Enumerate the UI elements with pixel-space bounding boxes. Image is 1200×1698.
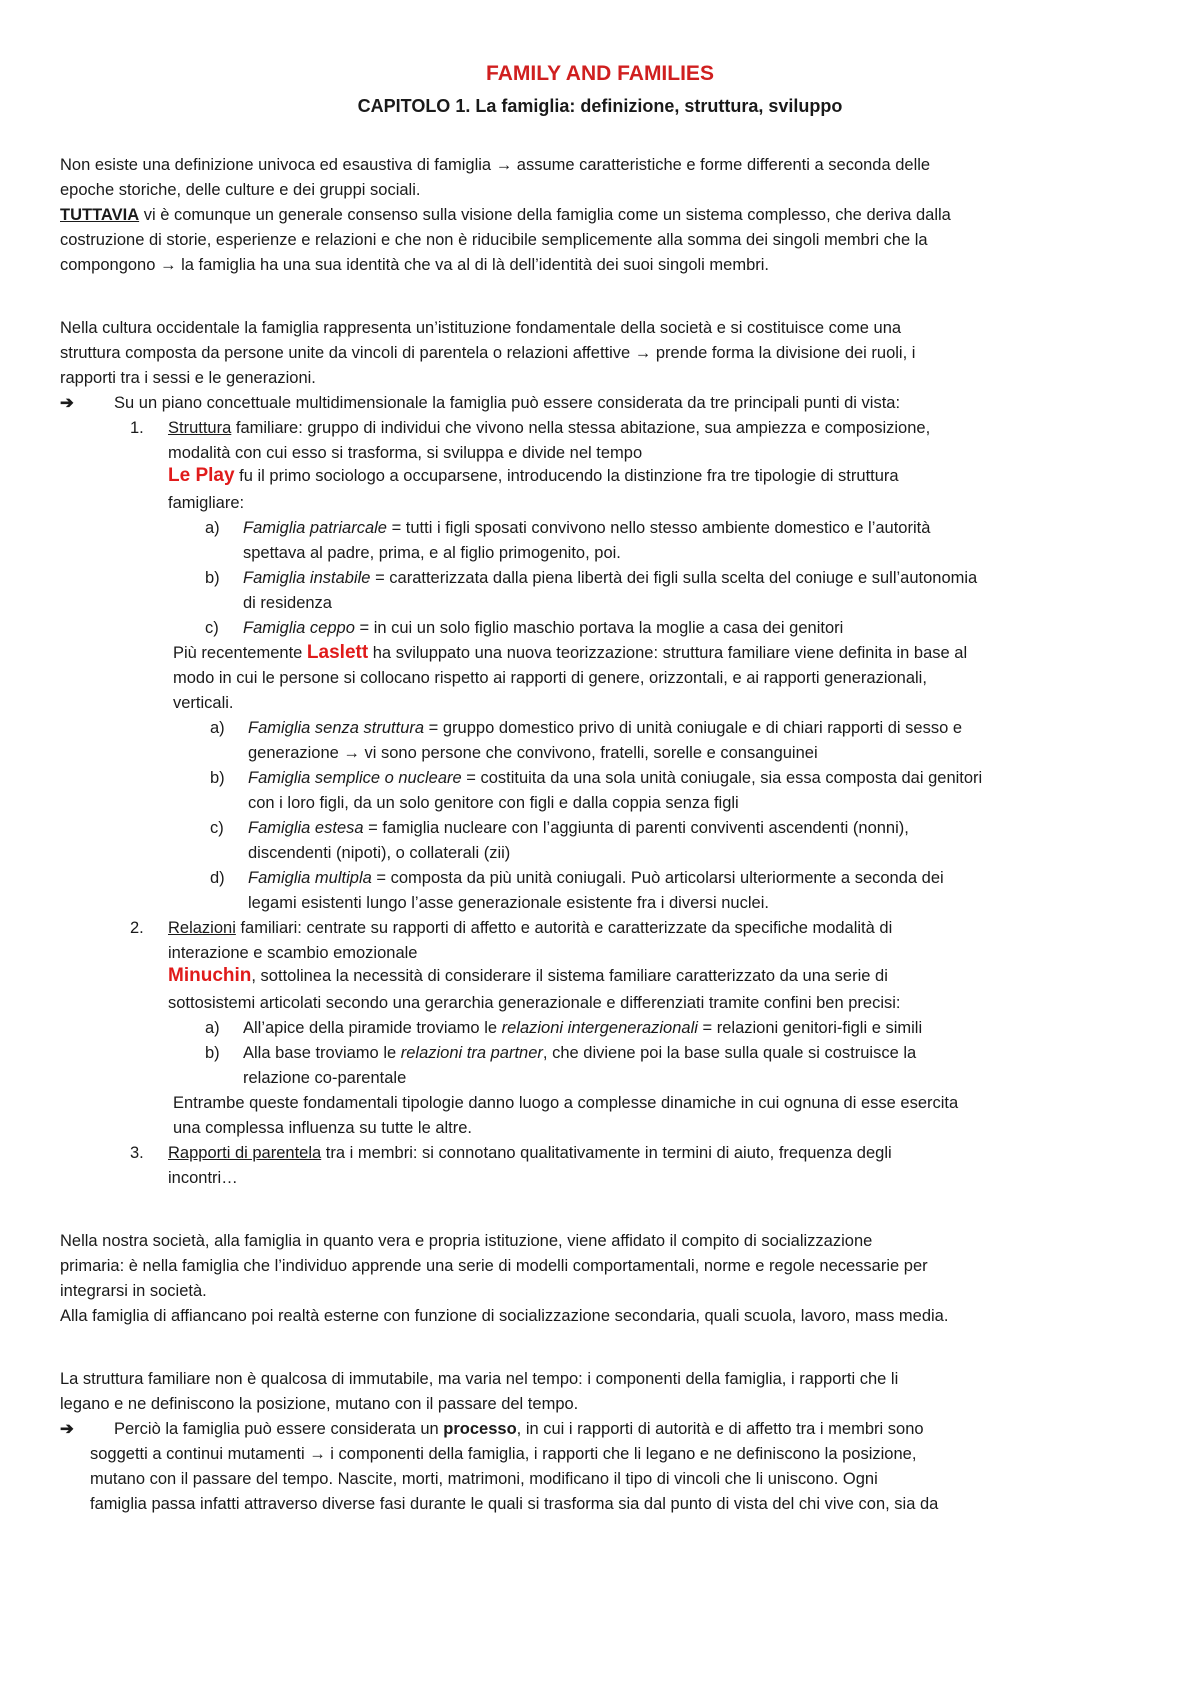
s1-line6: modo in cui le persone si collocano rispetto ai rapporti di genere, orizzontali, e ai rapporti generazionali, bbox=[173, 669, 927, 687]
arrow-icon: → bbox=[343, 744, 360, 762]
s2-item-b: Alla base troviamo le relazioni tra partner, che diviene poi la base sulla quale si costruisce la bbox=[243, 1044, 917, 1062]
bullet-arrow-icon: ➔ bbox=[60, 1420, 74, 1438]
p1-line5: compongono → la famiglia ha una sua identità che va al di là dell’identità dei suoi singoli membri. bbox=[60, 256, 770, 274]
p1-line1: Non esiste una definizione univoca ed esaustiva di famiglia → assume caratteristiche e forme differenti a seconda delle bbox=[60, 156, 931, 174]
s1-item-c: Famiglia ceppo = in cui un solo figlio maschio portava la moglie a casa dei genitori bbox=[243, 619, 844, 637]
p1-line2: epoche storiche, delle culture e dei gruppi sociali. bbox=[60, 181, 421, 199]
list-marker: a) bbox=[210, 719, 225, 737]
p2-line2: struttura composta da persone unite da vincoli di parentela o relazioni affettive → prende forma la divisione dei ruoli, i bbox=[60, 344, 916, 362]
p1-line4: costruzione di storie, esperienze e relazioni e che non è riducibile semplicemente alla somma dei singoli membri che la bbox=[60, 231, 928, 249]
s1-laslett-c-line2: discendenti (nipoti), o collaterali (zii) bbox=[248, 844, 511, 862]
list-marker: b) bbox=[205, 569, 220, 587]
p2-line1: Nella cultura occidentale la famiglia rappresenta un’istituzione fondamentale della società e si costituisce come una bbox=[60, 319, 902, 337]
s2-line3: Minuchin, sottolinea la necessità di considerare il sistema familiare caratterizzato da una serie di bbox=[168, 965, 888, 986]
s2-number: 2. bbox=[130, 919, 144, 937]
arrow-icon: → bbox=[309, 1445, 326, 1463]
p2-line4: ➔ Su un piano concettuale multidimensionale la famiglia può essere considerata da tre principali punti di vista: bbox=[60, 394, 901, 412]
s1-laslett-d: Famiglia multipla = composta da più unità coniugali. Può articolarsi ulteriormente a seconda dei bbox=[248, 869, 944, 887]
s1-line3: Le Play fu il primo sociologo a occuparsene, introducendo la distinzione fra tre tipologie di struttura bbox=[168, 465, 899, 486]
list-marker: a) bbox=[205, 519, 220, 537]
p2-line3: rapporti tra i sessi e le generazioni. bbox=[60, 369, 316, 387]
arrow-icon: → bbox=[495, 156, 513, 174]
s2-item-a: All’apice della piramide troviamo le relazioni intergenerazionali = relazioni genitori-figli e simili bbox=[243, 1019, 923, 1037]
s1-number: 1. bbox=[130, 419, 144, 437]
p1-line3: TUTTAVIA vi è comunque un generale consenso sulla visione della famiglia come un sistema complesso, che deriva dalla bbox=[60, 206, 951, 224]
s1-line2: modalità con cui esso si trasforma, si sviluppa e divide nel tempo bbox=[168, 444, 643, 462]
s3-line2: incontri… bbox=[168, 1169, 238, 1187]
arrow-icon: → bbox=[160, 256, 177, 274]
s1-line1: Struttura familiare: gruppo di individui che vivono nella stessa abitazione, sua ampiezza e composizione, bbox=[168, 419, 931, 437]
s1-item-b-line2: di residenza bbox=[243, 594, 332, 612]
p4-line2: legano e ne definiscono la posizione, mutano con il passare del tempo. bbox=[60, 1395, 579, 1413]
list-marker: d) bbox=[210, 869, 225, 887]
list-marker: b) bbox=[205, 1044, 220, 1062]
s1-item-a: Famiglia patriarcale = tutti i figli sposati convivono nello stesso ambiente domestico e l’autorità bbox=[243, 519, 931, 537]
p3-line3: integrarsi in società. bbox=[60, 1282, 207, 1300]
doc-title: FAMILY AND FAMILIES bbox=[486, 62, 714, 85]
p4-line3: ➔ Perciò la famiglia può essere considerata un processo, in cui i rapporti di autorità e di affetto tra i membri sono bbox=[60, 1420, 924, 1438]
p3-line4: Alla famiglia di affiancano poi realtà esterne con funzione di socializzazione secondaria, quali scuola, lavoro, mass media. bbox=[60, 1307, 949, 1325]
s1-laslett-d-line2: legami esistenti lungo l’asse generazionale esistente fra i diversi nuclei. bbox=[248, 894, 769, 912]
s1-laslett-b-line2: con i loro figli, da un solo genitore con figli e dalla coppia senza figli bbox=[248, 794, 739, 812]
s1-laslett-a-line2: generazione → vi sono persone che convivono, fratelli, sorelle e consanguinei bbox=[248, 744, 818, 762]
bullet-arrow-icon: ➔ bbox=[60, 394, 74, 412]
s1-line5: Più recentemente Laslett ha sviluppato una nuova teorizzazione: struttura familiare viene definita in base al bbox=[173, 642, 968, 663]
s2-line4: sottosistemi articolati secondo una gerarchia generazionale e differenziati tramite confini ben precisi: bbox=[168, 994, 901, 1012]
s2-line6: una complessa influenza su tutte le altre. bbox=[173, 1119, 473, 1137]
s1-laslett-c: Famiglia estesa = famiglia nucleare con l’aggiunta di parenti conviventi ascendenti (nonni), bbox=[248, 819, 909, 837]
name-minuchin: Minuchin bbox=[168, 965, 252, 986]
p4-line1: La struttura familiare non è qualcosa di immutabile, ma varia nel tempo: i componenti della famiglia, i rapporti che li bbox=[60, 1370, 899, 1388]
s1-line4: famigliare: bbox=[168, 494, 245, 512]
s2-item-b-line2: relazione co-parentale bbox=[243, 1069, 407, 1087]
p4-line6: famiglia passa infatti attraverso diverse fasi durante le quali si trasforma sia dal punto di vista del chi vive con, sia da bbox=[90, 1495, 939, 1513]
list-marker: c) bbox=[205, 619, 219, 637]
name-laslett: Laslett bbox=[306, 642, 369, 663]
p3-line1: Nella nostra società, alla famiglia in quanto vera e propria istituzione, viene affidato il compito di socializzazione bbox=[60, 1232, 873, 1250]
name-le-play: Le Play bbox=[168, 465, 235, 486]
p4-line4: soggetti a continui mutamenti → i componenti della famiglia, i rapporti che li legano e ne definiscono la posizione, bbox=[90, 1445, 917, 1463]
p4-line5: mutano con il passare del tempo. Nascite, morti, matrimoni, modificano il tipo di vincoli che li uniscono. Ogni bbox=[90, 1470, 878, 1488]
p3-line2: primaria: è nella famiglia che l’individuo apprende una serie di modelli comportamentali, norme e regole necessarie per bbox=[60, 1257, 928, 1275]
s1-laslett-b: Famiglia semplice o nucleare = costituita da una sola unità coniugale, sia essa composta dai genitori bbox=[248, 769, 983, 787]
list-marker: c) bbox=[210, 819, 224, 837]
s2-line5: Entrambe queste fondamentali tipologie danno luogo a complesse dinamiche in cui ognuna di esse esercita bbox=[173, 1094, 959, 1112]
list-marker: b) bbox=[210, 769, 225, 787]
s3-number: 3. bbox=[130, 1144, 144, 1162]
s1-item-b: Famiglia instabile = caratterizzata dalla piena libertà dei figli sulla scelta del coniuge e sull’autonomia bbox=[243, 569, 978, 587]
s2-line2: interazione e scambio emozionale bbox=[168, 944, 418, 962]
s3-line1: Rapporti di parentela tra i membri: si connotano qualitativamente in termini di aiuto, frequenza degli bbox=[168, 1144, 892, 1162]
list-marker: a) bbox=[205, 1019, 220, 1037]
s2-line1: Relazioni familiari: centrate su rapporti di affetto e autorità e caratterizzate da specifiche modalità di bbox=[168, 919, 893, 937]
chapter-subtitle: CAPITOLO 1. La famiglia: definizione, struttura, sviluppo bbox=[357, 96, 843, 116]
s1-laslett-a: Famiglia senza struttura = gruppo domestico privo di unità coniugale e di chiari rapporti di sesso e bbox=[248, 719, 963, 737]
arrow-icon: → bbox=[634, 344, 652, 362]
s1-line7: verticali. bbox=[173, 694, 234, 712]
s1-item-a-line2: spettava al padre, prima, e al figlio primogenito, poi. bbox=[243, 544, 621, 562]
